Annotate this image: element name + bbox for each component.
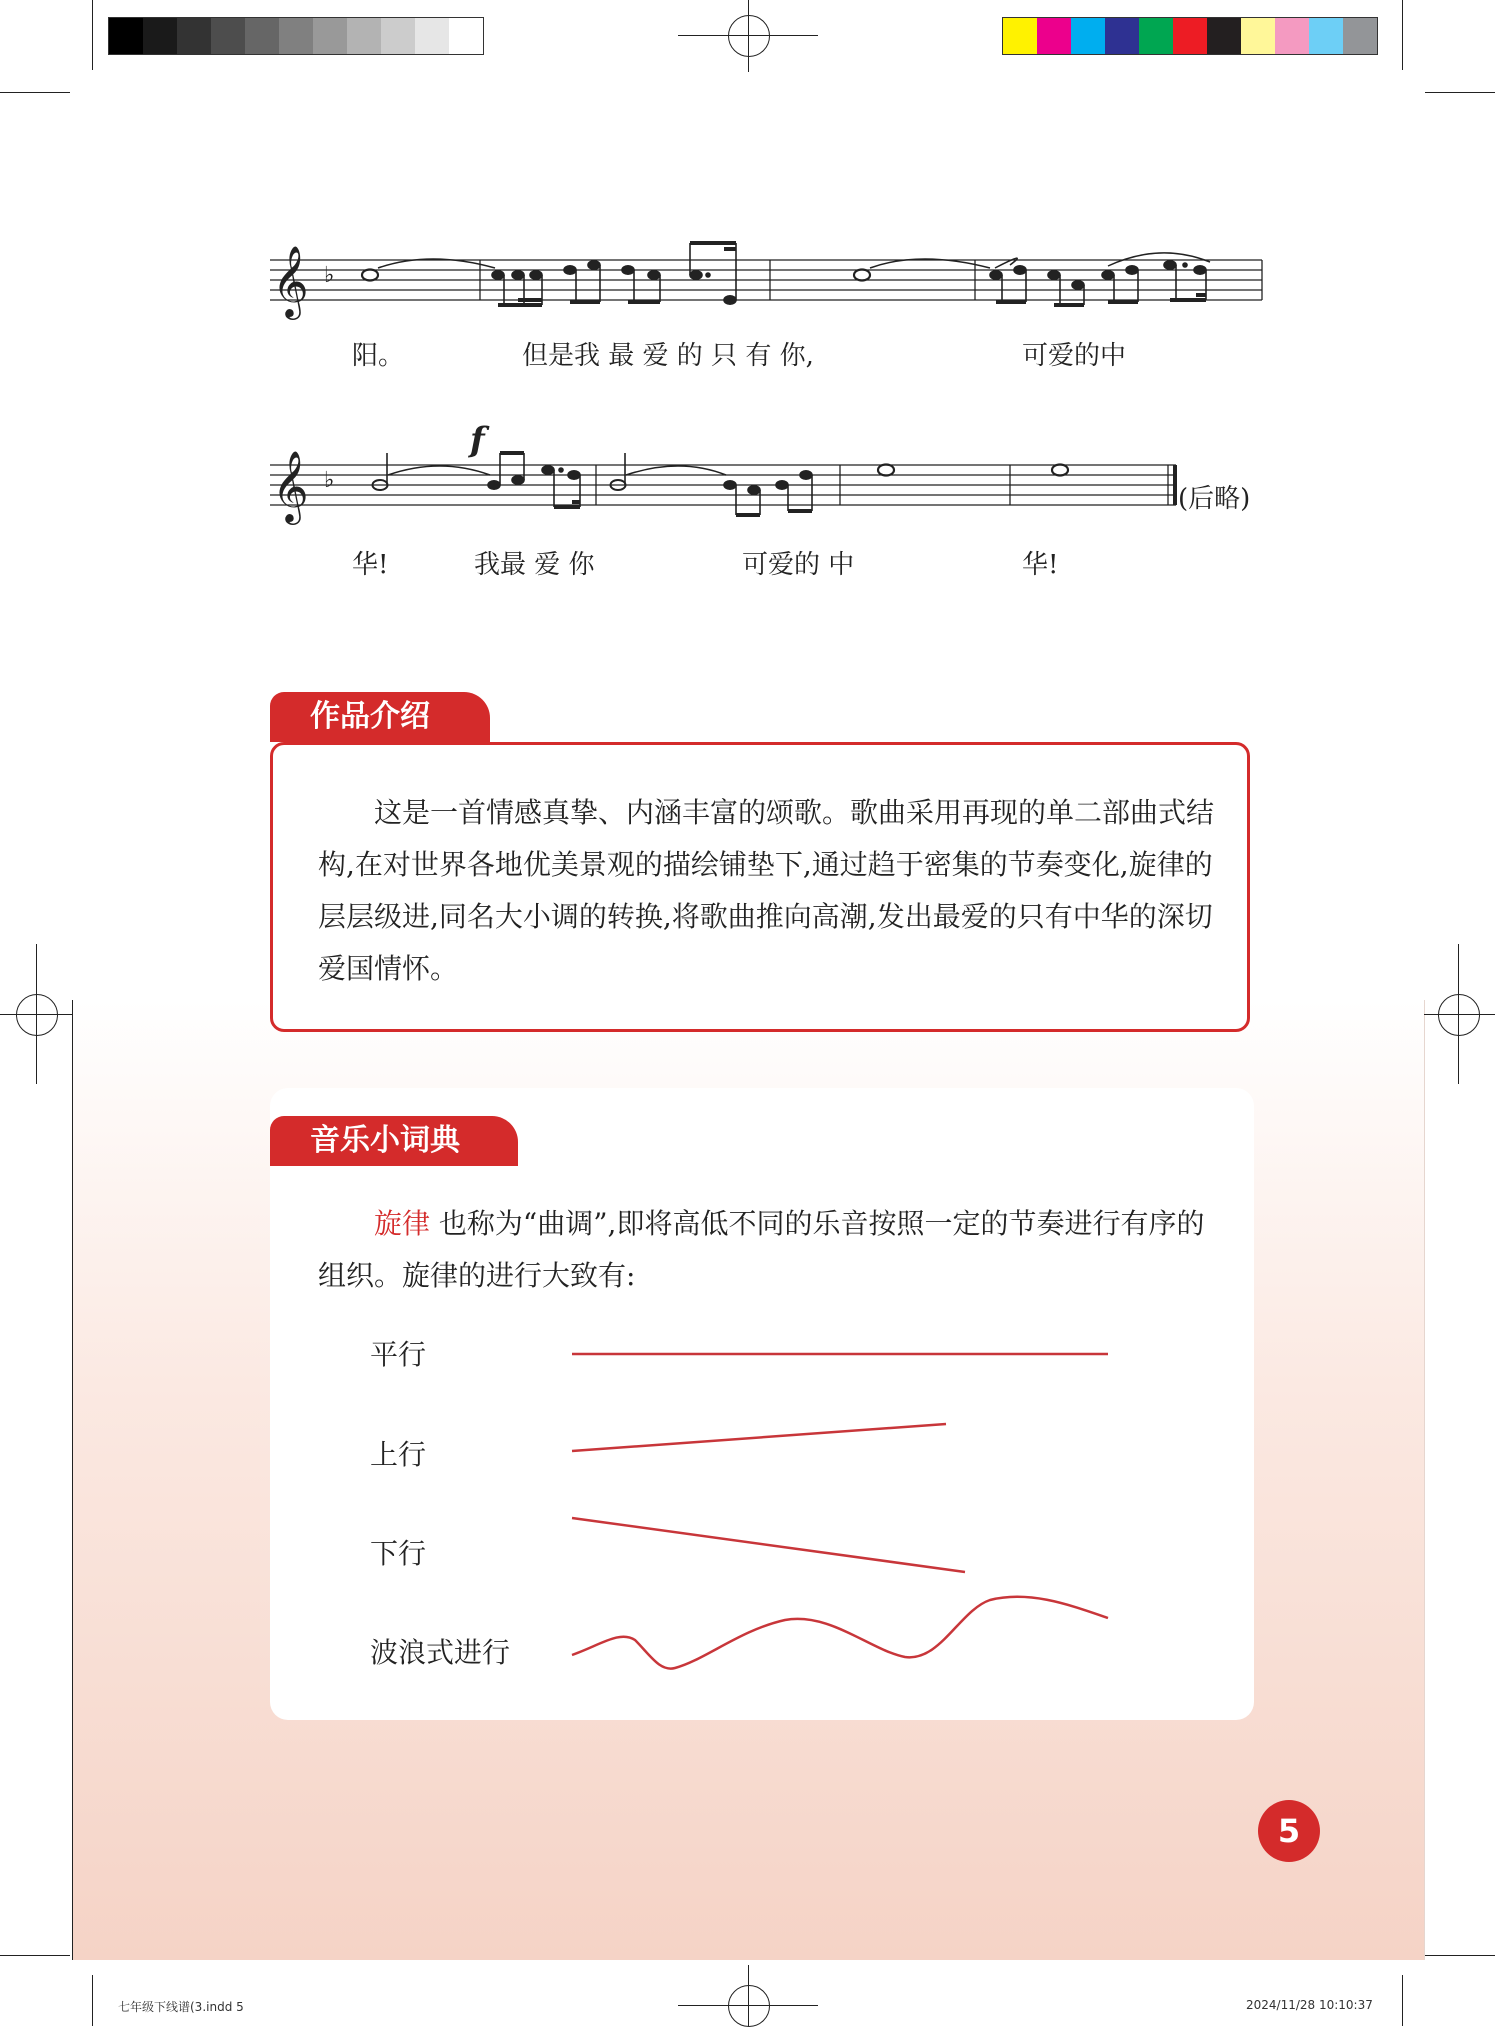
crop-mark: [0, 92, 70, 93]
color-swatch: [1037, 18, 1071, 54]
descending-line: [572, 1518, 965, 1572]
lyric-segment: 我最 爱 你: [474, 550, 595, 580]
dictionary-paragraph: [318, 1198, 1218, 1302]
gray-swatch: [177, 18, 211, 54]
registration-line: [1424, 1014, 1495, 1015]
music-staff-line-1: [270, 240, 1270, 330]
slug-file: 七年级下线谱(3.indd 5: [118, 2000, 244, 2014]
lyric-segment: 可爱的中: [1022, 341, 1127, 371]
color-swatch: [1343, 18, 1377, 54]
intro-section-title: 作品介绍: [270, 692, 490, 742]
lyric-segment: 但是我 最 爱 的 只 有 你,: [522, 341, 814, 371]
gray-swatch: [415, 18, 449, 54]
svg-text:♭: ♭: [324, 263, 335, 288]
dictionary-term: 旋律: [374, 1207, 431, 1240]
svg-text:𝄞: 𝄞: [272, 449, 309, 522]
color-swatch: [1275, 18, 1309, 54]
crop-mark: [1425, 1955, 1495, 1956]
intro-paragraph: 这是一首情感真挚、内涵丰富的颂歌。歌曲采用再现的单二部曲式结构,在对世界各地优美景观的描绘铺垫下,通过趋于密集的节奏变化,旋律的层层级进,同名大小调的转换,将歌曲推向高潮,发出最爱的只有中华的深切爱国情怀。: [318, 796, 1215, 985]
registration-target: [728, 15, 770, 57]
registration-target: [728, 1985, 770, 2027]
bleed-edge: [72, 1000, 73, 1960]
color-swatch: [1003, 18, 1037, 54]
color-calibration-bar: [1002, 17, 1378, 55]
gray-swatch: [347, 18, 381, 54]
crop-mark: [1425, 92, 1495, 93]
registration-line: [1458, 944, 1459, 1084]
dictionary-definition: 也称为“曲调”,即将高低不同的乐音按照一定的节奏进行有序的组织。旋律的进行大致有:: [318, 1207, 1205, 1292]
gray-swatch: [313, 18, 347, 54]
motion-label-parallel: 平行: [370, 1338, 427, 1371]
lyric-segment: 华!: [1022, 550, 1059, 580]
lyrics-line-1: [270, 335, 1270, 375]
color-swatch: [1173, 18, 1207, 54]
wave-line: [572, 1597, 1108, 1669]
gray-swatch: [211, 18, 245, 54]
svg-text:𝄞: 𝄞: [272, 244, 309, 317]
ending-note: (后略): [1178, 484, 1251, 514]
crop-mark: [1402, 1975, 1403, 2026]
color-swatch: [1241, 18, 1275, 54]
color-swatch: [1309, 18, 1343, 54]
gray-swatch: [381, 18, 415, 54]
dynamic-marking: f: [470, 420, 485, 460]
registration-line: [36, 944, 37, 1084]
lyric-segment: 华!: [352, 550, 389, 580]
lyric-segment: 阳。: [352, 341, 405, 371]
lyrics-line-2: [270, 544, 1270, 584]
page-number: 5: [1258, 1800, 1320, 1862]
gray-swatch: [143, 18, 177, 54]
dictionary-section-title: 音乐小词典: [270, 1116, 518, 1166]
color-swatch: [1139, 18, 1173, 54]
crop-mark: [92, 0, 93, 70]
gray-swatch: [109, 18, 143, 54]
gray-swatch: [279, 18, 313, 54]
color-swatch: [1071, 18, 1105, 54]
registration-line: [748, 1965, 749, 2026]
gray-swatch: [245, 18, 279, 54]
crop-mark: [92, 1975, 93, 2026]
gray-calibration-bar: [108, 17, 484, 55]
crop-mark: [1402, 0, 1403, 70]
svg-text:♭: ♭: [324, 468, 335, 493]
melody-motion-diagram: [560, 1300, 1120, 1680]
ascending-line: [572, 1424, 946, 1451]
color-swatch: [1207, 18, 1241, 54]
slug-timestamp: 2024/11/28 10:10:37: [1246, 1998, 1373, 2012]
gray-swatch: [449, 18, 483, 54]
bleed-edge: [1424, 1000, 1425, 1960]
registration-target: [16, 994, 58, 1036]
motion-label-wave: 波浪式进行: [370, 1636, 511, 1669]
registration-line: [748, 0, 749, 72]
motion-label-descending: 下行: [370, 1537, 427, 1570]
lyric-segment: 可爱的 中: [742, 550, 855, 580]
crop-mark: [0, 1955, 70, 1956]
registration-target: [1438, 994, 1480, 1036]
color-swatch: [1105, 18, 1139, 54]
music-staff-line-2: [270, 445, 1270, 535]
motion-label-ascending: 上行: [370, 1438, 427, 1471]
